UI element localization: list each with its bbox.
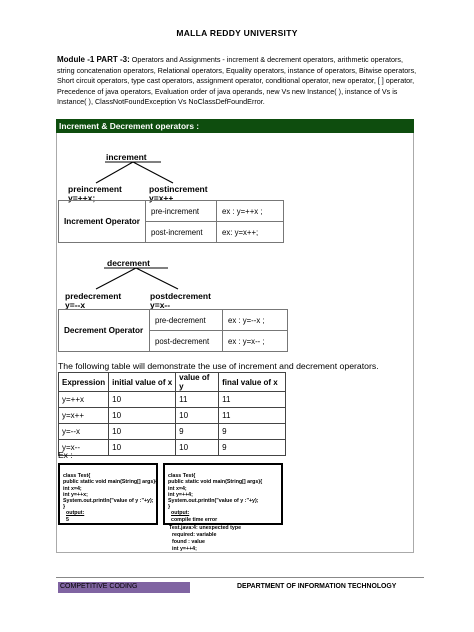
post-decrement-name: post-decrement: [150, 331, 223, 352]
pre-increment-name: pre-increment: [146, 201, 217, 222]
table-cell: 10: [109, 408, 176, 424]
post-decrement-example: ex : y=x-- ;: [223, 331, 288, 352]
code-line: }: [168, 504, 171, 511]
code-line: System.out.println("value of y :"+y);: [63, 498, 154, 505]
table-cell: 9: [219, 424, 286, 440]
preincrement-label: preincrement: [68, 184, 122, 194]
table-cell: y=x--: [59, 440, 109, 456]
code-line: class Test{: [63, 473, 91, 480]
code-output-continued: [169, 525, 241, 553]
code-example-right: [163, 463, 283, 525]
module-intro: [57, 55, 419, 108]
table-cell: 9: [176, 424, 219, 440]
code-line: }: [63, 504, 66, 511]
decrement-root: decrement: [107, 258, 150, 268]
demo-header-final-x: final value of x: [219, 373, 286, 392]
code-line: class Test{: [168, 473, 196, 480]
increment-left-branch: [96, 162, 133, 183]
section-title: Increment & Decrement operators :: [59, 121, 200, 131]
pre-decrement-name: pre-decrement: [150, 310, 223, 331]
footer-right-text: DEPARTMENT OF INFORMATION TECHNOLOGY: [237, 583, 397, 590]
demo-header-expression: Expression: [59, 373, 109, 392]
table-cell: 11: [176, 392, 219, 408]
demo-header-initial-x: initial value of x: [109, 373, 176, 392]
pre-increment-example: ex : y=++x ;: [217, 201, 284, 222]
code-example-left: [58, 463, 158, 525]
output-line: required: variable: [172, 532, 217, 538]
code-line: public static void main(String[] args){: [63, 479, 158, 486]
section-header-bar: [56, 119, 414, 133]
table-cell: 9: [219, 440, 286, 456]
output-line: found : value: [172, 539, 205, 545]
decrement-right-branch: [136, 268, 178, 289]
increment-right-branch: [133, 162, 173, 183]
increment-operator-label: Increment Operator: [59, 201, 146, 243]
output-line: Test.java:4: unexpected type: [169, 525, 242, 531]
footer-left-box: [58, 582, 190, 593]
post-increment-name: post-increment: [146, 222, 217, 243]
increment-operator-table: [58, 200, 284, 243]
code-line: int y=++x;: [63, 491, 88, 498]
code-line: int y=++4;: [168, 491, 193, 498]
table-cell: 11: [219, 408, 286, 424]
predecrement-example: y=--x: [65, 300, 86, 310]
table-cell: y=++x: [59, 392, 109, 408]
output-line: int y=++4;: [172, 546, 197, 552]
table-row: [59, 408, 286, 424]
postdecrement-label: postdecrement: [150, 291, 211, 301]
decrement-operator-table: [58, 309, 288, 352]
output-label: output:: [171, 510, 190, 517]
postincrement-label: postincrement: [149, 184, 208, 194]
university-title: MALLA REDDY UNIVERSITY: [176, 28, 298, 38]
module-topics: Operators and Assignments - increment & decrement operators, arithmetic operators, string concatenation operators, Relational operators, Equality operators, instance of operators, Bitwise operators, Short circuit operators, type cast operators, assignment operator, conditional operator, new operator, [ ] operator, Precedence of java operators, Evaluation order of java operands, new Vs new Instance( ), instance of Vs is Instance( ), ClassNotFoundException Vs NoClassDefFoundError.: [57, 55, 417, 107]
table-cell: y=--x: [59, 424, 109, 440]
output-value: 5: [66, 516, 69, 523]
decrement-left-branch: [96, 268, 136, 289]
demo-table: [58, 372, 286, 456]
predecrement-label: predecrement: [65, 291, 122, 301]
module-label: Module -1 PART -3:: [57, 55, 130, 64]
pre-decrement-example: ex : y=--x ;: [223, 310, 288, 331]
footer-left-text: COMPETITIVE CODING: [60, 583, 138, 590]
table-cell: 10: [109, 424, 176, 440]
increment-root: increment: [106, 152, 147, 162]
output-line: compile time error: [171, 516, 218, 523]
table-cell: 10: [176, 440, 219, 456]
decrement-operator-label: Decrement Operator: [59, 310, 150, 352]
example-label: Ex :: [58, 450, 73, 460]
table-row: [59, 424, 286, 440]
post-increment-example: ex: y=x++;: [217, 222, 284, 243]
postincrement-example: y=x++: [149, 193, 174, 203]
code-line: int x=4;: [63, 485, 82, 492]
table-cell: 10: [176, 408, 219, 424]
table-row: [59, 392, 286, 408]
output-label: output:: [66, 510, 85, 517]
table-cell: 10: [109, 392, 176, 408]
postdecrement-example: y=x--: [150, 300, 171, 310]
code-line: int x=4;: [168, 485, 187, 492]
table-cell: y=x++: [59, 408, 109, 424]
demo-header-row: [59, 373, 286, 392]
code-line: System.out.println("value of y :"+y);: [168, 498, 259, 505]
table-row: [59, 440, 286, 456]
demo-header-y: value of y: [176, 373, 219, 392]
preincrement-example: y=++x;: [68, 193, 96, 203]
footer-rule: [56, 577, 424, 578]
table-cell: 10: [109, 440, 176, 456]
table-cell: 11: [219, 392, 286, 408]
demo-caption: The following table will demonstrate the use of increment and decrement operators.: [58, 361, 379, 371]
code-line: public static void main(String[] args){: [168, 479, 263, 486]
